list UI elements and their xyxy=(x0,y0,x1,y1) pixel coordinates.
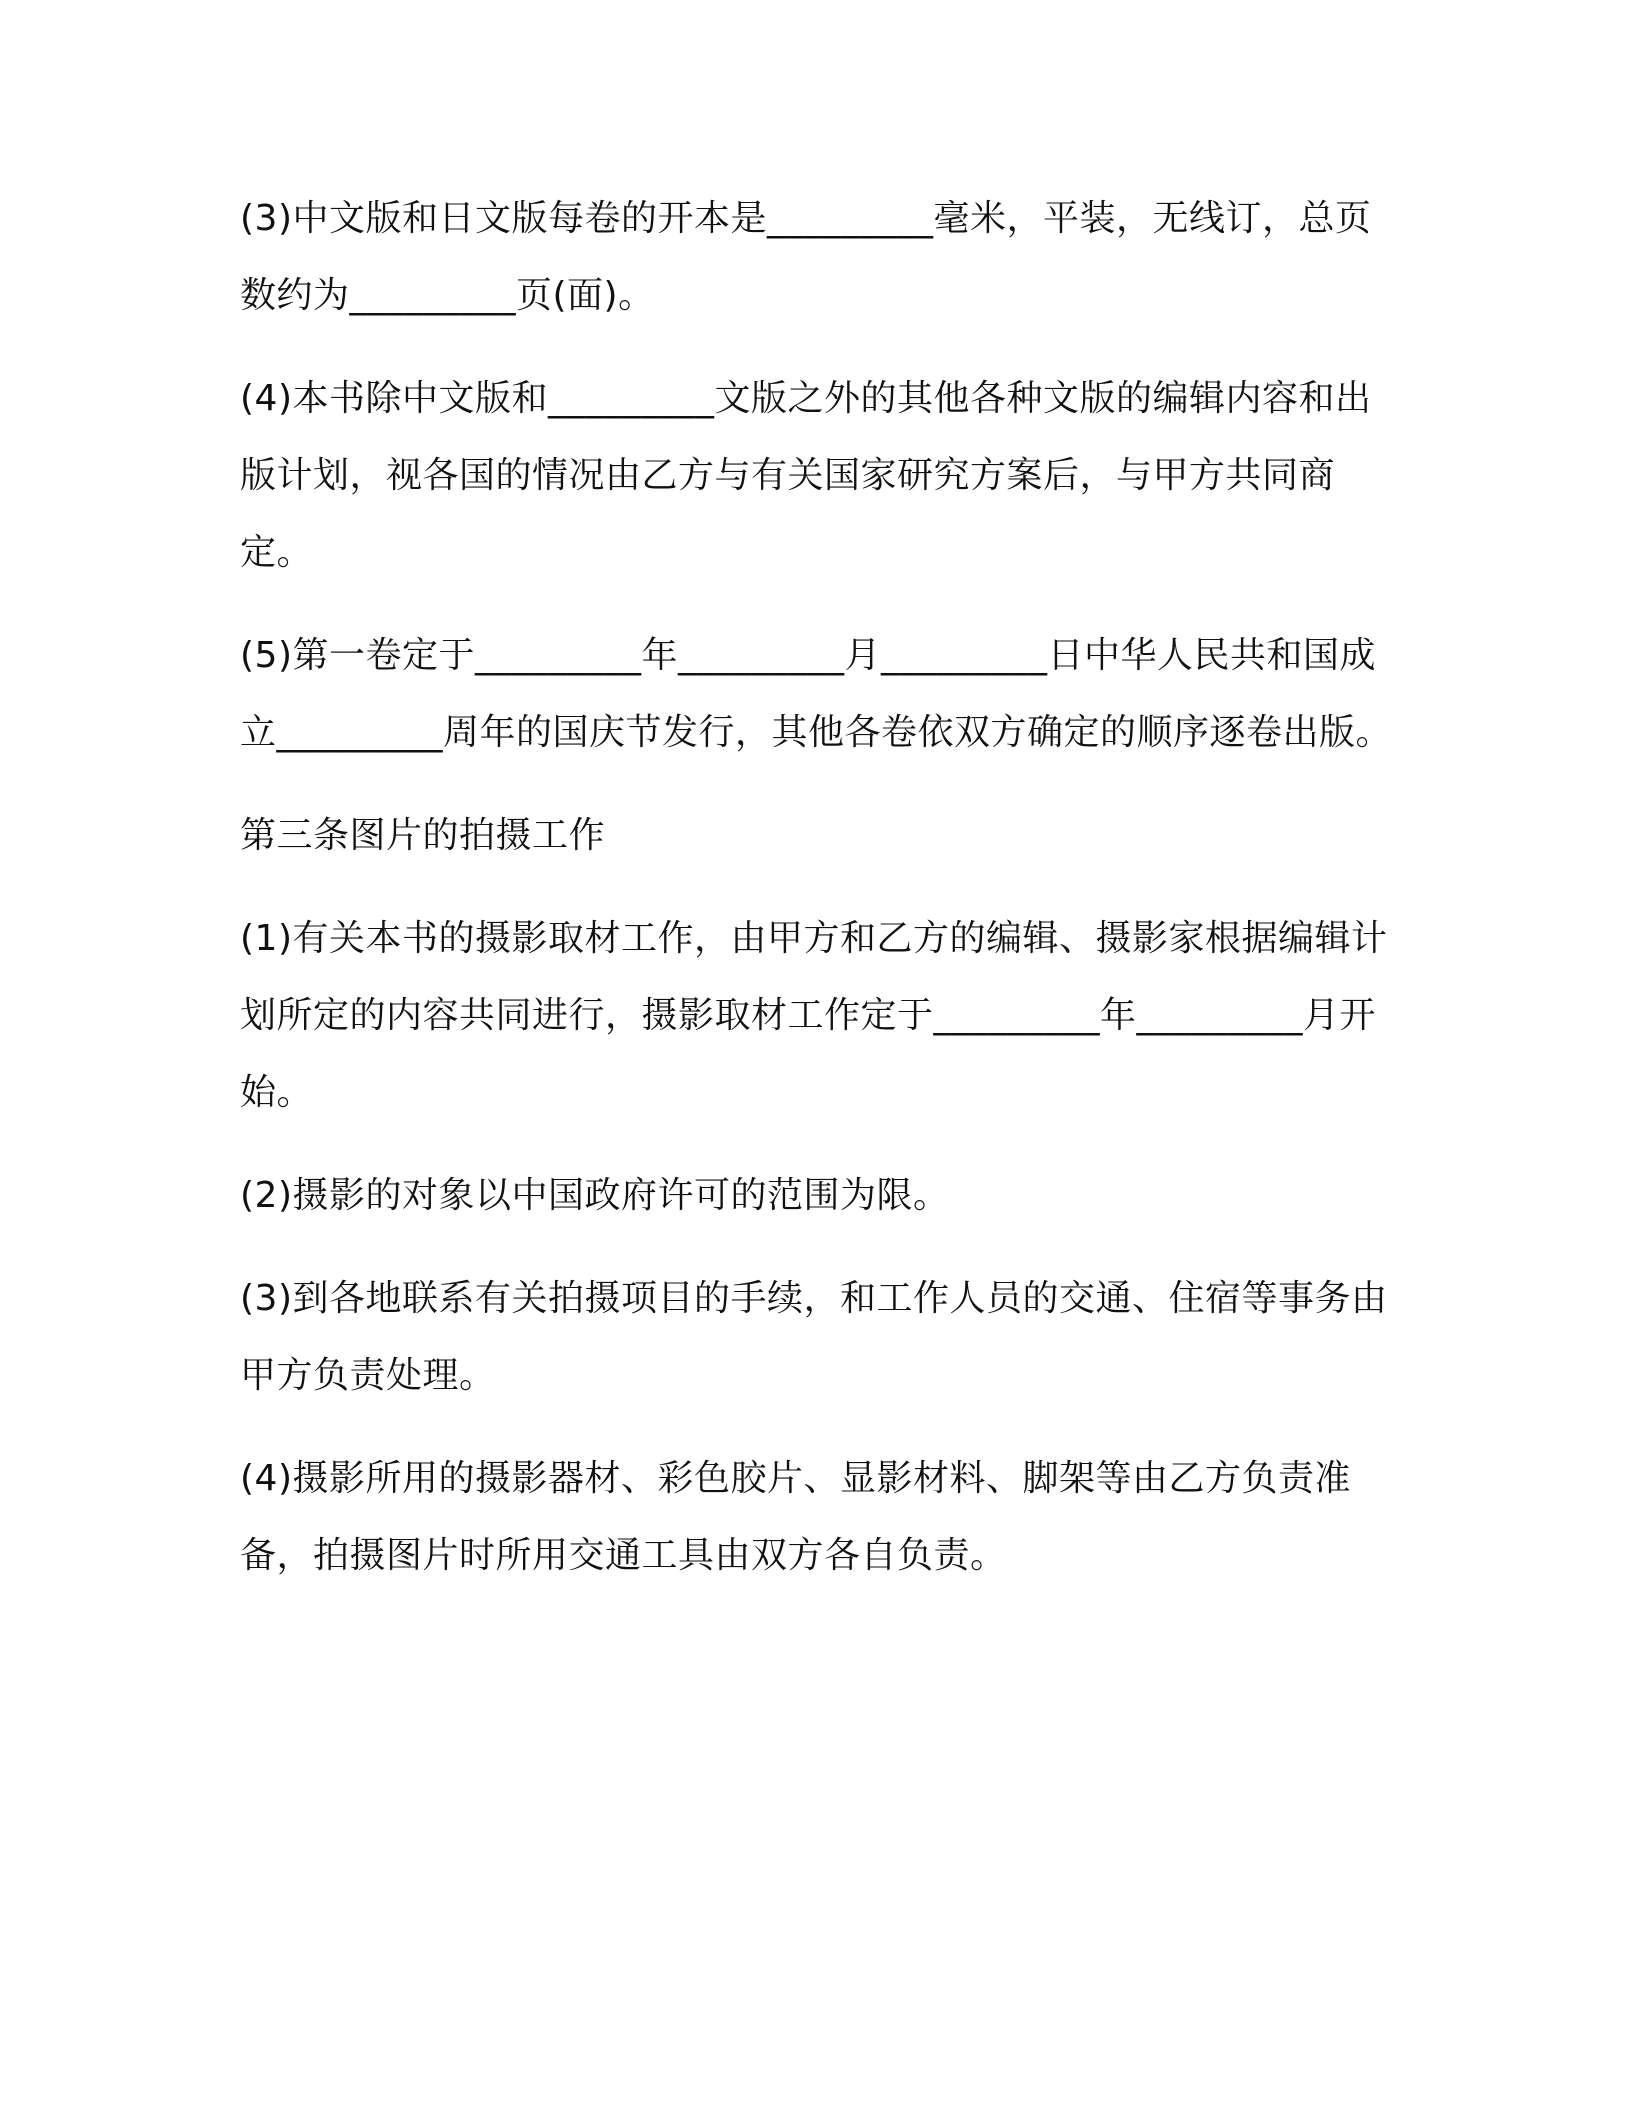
clause-3-heading: 第三条图片的拍摄工作 xyxy=(240,815,606,856)
document-page xyxy=(240,180,1400,1620)
clause-2-item-4-paragraph: (4)本书除中文版和_________文版之外的其他各种文版的编辑内容和出版计划，视各国的情况由乙方与有关国家研究方案后，与甲方共同商定。 xyxy=(240,378,1372,573)
clause-3-item-2-paragraph: (2)摄影的对象以中国政府许可的范围为限。 xyxy=(240,1175,950,1216)
clause-3-item-4-paragraph: (4)摄影所用的摄影器材、彩色胶片、显影材料、脚架等由乙方负责准备，拍摄图片时所用交通工具由双方各自负责。 xyxy=(240,1458,1351,1576)
clause-3-item-1-paragraph: (1)有关本书的摄影取材工作，由甲方和乙方的编辑、摄影家根据编辑计划所定的内容共同进行，摄影取材工作定于_________年_________月开始。 xyxy=(240,918,1388,1113)
clause-2-item-5-paragraph: (5)第一卷定于_________年_________月_________日中华人民共和国成立_________周年的国庆节发行，其他各卷依双方确定的顺序逐卷出版。 xyxy=(240,635,1393,753)
clause-3-item-3-paragraph: (3)到各地联系有关拍摄项目的手续，和工作人员的交通、住宿等事务由甲方负责处理。 xyxy=(240,1278,1388,1396)
clause-2-item-3-paragraph: (3)中文版和日文版每卷的开本是_________毫米，平装，无线订，总页数约为_________页(面)。 xyxy=(240,198,1372,316)
